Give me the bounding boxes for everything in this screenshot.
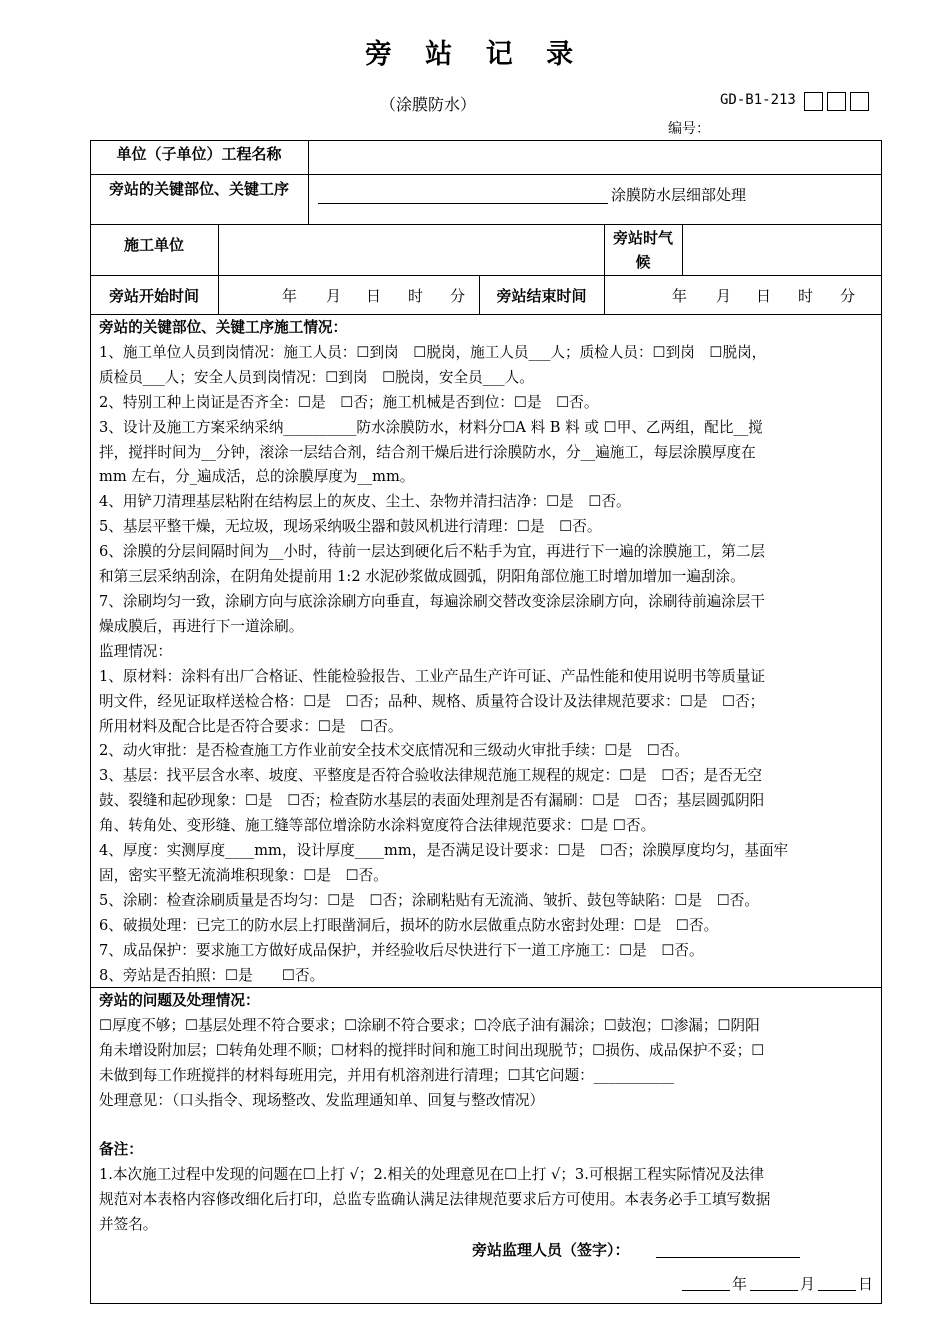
construction-status-section — [99, 316, 879, 988]
blank-line — [99, 1114, 879, 1139]
construction-unit-field[interactable] — [222, 228, 600, 272]
status-line: 4、用铲刀清理基层粘附在结构层上的灰皮、尘土、杂物并清扫洁净：☐是 ☐否。 — [99, 493, 631, 511]
end-hour: 时 — [798, 287, 814, 305]
supervision-line: 4、厚度：实测厚度____mm，设计厚度____mm，是否满足设计要求：☐是 ☐否；涂膜厚度均匀，基面牢 — [99, 842, 789, 860]
start-time-label: 旁站开始时间 — [108, 287, 199, 305]
status-line: 1、施工单位人员到岗情况：施工人员：☐到岗 ☐脱岗，施工人员___人；质检人员：☐到岗 ☐脱岗， — [99, 343, 767, 361]
supervision-line: 鼓、裂缝和起砂现象：☐是 ☐否；检查防水基层的表面处理剂是否有漏刷：☐是 ☐否；基层圆弧阴阳 — [99, 792, 765, 810]
supervision-heading: 监理情况： — [99, 642, 172, 660]
key-part-value: 涂膜防水层细部处理 — [611, 186, 747, 204]
end-time-label: 旁站结束时间 — [496, 287, 587, 305]
supervision-line: 固，密实平整无流淌堆积现象：☐是 ☐否。 — [99, 866, 388, 884]
supervision-line: 所用材料及配合比是否符合要求：☐是 ☐否。 — [99, 717, 403, 735]
remarks-label: 备注： — [99, 1141, 143, 1159]
key-part-underline — [318, 203, 608, 204]
start-day: 日 — [366, 287, 382, 305]
subtitle: （涂膜防水） — [380, 95, 477, 114]
issues-line: 角未增设附加层；☐转角处理不顺；☐材料的搅拌时间和施工时间出现脱节；☐损伤、成品保护不妥；☐ — [99, 1041, 765, 1059]
supervision-line: 6、破损处理：已完工的防水层上打眼凿洞后，损坏的防水层做重点防水密封处理：☐是 ☐否。 — [99, 916, 719, 934]
date-month-field[interactable] — [750, 1290, 798, 1291]
end-minute: 分 — [840, 287, 856, 305]
date-day-field[interactable] — [818, 1290, 856, 1291]
row-divider — [90, 314, 882, 315]
end-year: 年 — [672, 287, 688, 305]
issues-section — [99, 989, 879, 1238]
supervision-line: 1、原材料：涂料有出厂合格证、性能检验报告、工业产品生产许可证、产品性能和使用说明书等质量证 — [99, 667, 766, 685]
start-hour: 时 — [408, 287, 424, 305]
form-code: GD-B1-213 — [720, 92, 796, 108]
weather-label: 旁站时气候 — [612, 229, 673, 271]
col-divider — [604, 224, 605, 314]
supervision-line: 明文件，经见证取样送检合格：☐是 ☐否；品种、规格、质量符合设计及法律规范要求：☐是 ☐否； — [99, 692, 765, 710]
col-divider — [682, 224, 683, 275]
serial-box-2[interactable] — [827, 92, 846, 111]
start-year: 年 — [282, 287, 298, 305]
handling-opinion: 处理意见：（口头指令、现场整改、发监理通知单、回复与整改情况） — [99, 1091, 545, 1109]
status-line: 2、特别工种上岗证是否齐全：☐是 ☐否；施工机械是否到位：☐是 ☐否。 — [99, 393, 599, 411]
date-day-unit: 日 — [858, 1275, 874, 1293]
row-divider — [90, 224, 882, 225]
remarks-line: 1.本次施工过程中发现的问题在☐上打 √；2.相关的处理意见在☐上打 √；3.可根据工程实际情况及法律 — [99, 1166, 764, 1184]
status-line: 7、涂刷均匀一致，涂刷方向与底涂涂刷方向垂直，每遍涂刷交替改变涂层涂刷方向，涂刷待前遍涂层干 — [99, 592, 766, 610]
supervision-line: 角、转角处、变形缝、施工缝等部位增涂防水涂料宽度符合法律规范要求：☐是 ☐否。 — [99, 817, 656, 835]
project-name-field[interactable] — [312, 142, 878, 172]
status-line: 质检员___人；安全人员到岗情况：☐到岗 ☐脱岗，安全员___人。 — [99, 368, 534, 386]
page-title: 旁 站 记 录 — [364, 39, 586, 70]
serial-box-1[interactable] — [804, 92, 823, 111]
serial-label: 编号： — [668, 121, 710, 137]
status-line: 6、涂膜的分层间隔时间为__小时，待前一层达到硬化后不粘手为宜，再进行下一遍的涂膜施工，第二层 — [99, 543, 766, 561]
project-name-label: 单位（子单位）工程名称 — [116, 145, 282, 163]
status-line: 和第三层采纳刮涂，在阴角处提前用 1:2 水泥砂浆做成圆弧，阴阳角部位施工时增加增加一遍刮涂。 — [99, 568, 745, 586]
row-divider — [90, 174, 882, 175]
end-month: 月 — [716, 287, 732, 305]
issues-line: ☐厚度不够；☐基层处理不符合要求；☐涂刷不符合要求；☐冷底子油有漏涂；☐鼓泡；☐渗漏；☐阴阳 — [99, 1016, 760, 1034]
end-day: 日 — [756, 287, 772, 305]
remarks-line: 并签名。 — [99, 1216, 158, 1234]
start-minute: 分 — [450, 287, 466, 305]
status-line: 拌，搅拌时间为__分钟，滚涂一层结合剂，结合剂干燥后进行涂膜防水，分__遍施工，每层涂膜厚度在 — [99, 443, 756, 461]
key-part-label: 旁站的关键部位、关键工序 — [108, 180, 289, 198]
supervision-line: 5、涂刷：检查涂刷质量是否均匀：☐是 ☐否；涂刷粘贴有无流淌、皱折、鼓包等缺陷：☐是 ☐否。 — [99, 891, 759, 909]
status-line: mm 左右，分_遍成活，总的涂膜厚度为__mm。 — [99, 468, 415, 486]
serial-box-3[interactable] — [850, 92, 869, 111]
status-line: 3、设计及施工方案采纳采纳__________防水涂膜防水，材料分☐A 料 B 料 或 ☐甲、乙两组，配比__搅 — [99, 418, 763, 436]
date-year-field[interactable] — [682, 1290, 730, 1291]
signature-field[interactable] — [656, 1257, 800, 1258]
supervision-line: 3、基层：找平层含水率、坡度、平整度是否符合验收法律规范施工规程的规定：☐是 ☐否；是否无空 — [99, 767, 762, 785]
col-divider — [308, 140, 309, 224]
weather-field[interactable] — [686, 228, 878, 272]
supervision-line: 7、成品保护：要求施工方做好成品保护，并经验收后尽快进行下一道工序施工：☐是 ☐否。 — [99, 941, 704, 959]
status-line: 5、基层平整干燥，无垃圾，现场采纳吸尘器和鼓风机进行清理：☐是 ☐否。 — [99, 518, 602, 536]
supervision-line: 8、旁站是否拍照：☐是 ☐否。 — [99, 966, 325, 984]
start-month: 月 — [326, 287, 342, 305]
date-month-unit: 月 — [800, 1275, 816, 1293]
issues-heading: 旁站的问题及处理情况： — [99, 992, 260, 1009]
col-divider — [218, 224, 219, 314]
signature-label: 旁站监理人员（签字）： — [472, 1241, 630, 1259]
issues-line: 未做到每工作班搅拌的材料每班用完，并用有机溶剂进行清理；☐其它问题：___________ — [99, 1066, 674, 1084]
date-year-unit: 年 — [732, 1275, 748, 1293]
construction-unit-label: 施工单位 — [123, 236, 184, 254]
status-line: 燥成膜后，再进行下一道涂刷。 — [99, 617, 304, 635]
remarks-line: 规范对本表格内容修改细化后打印，总监专监确认满足法律规范要求后方可使用。本表务必手工填写数据 — [99, 1191, 771, 1209]
row-divider — [90, 275, 882, 276]
supervision-line: 2、动火审批：是否检查施工方作业前安全技术交底情况和三级动火审批手续：☐是 ☐否。 — [99, 742, 690, 760]
construction-status-heading: 旁站的关键部位、关键工序施工情况： — [99, 319, 348, 336]
